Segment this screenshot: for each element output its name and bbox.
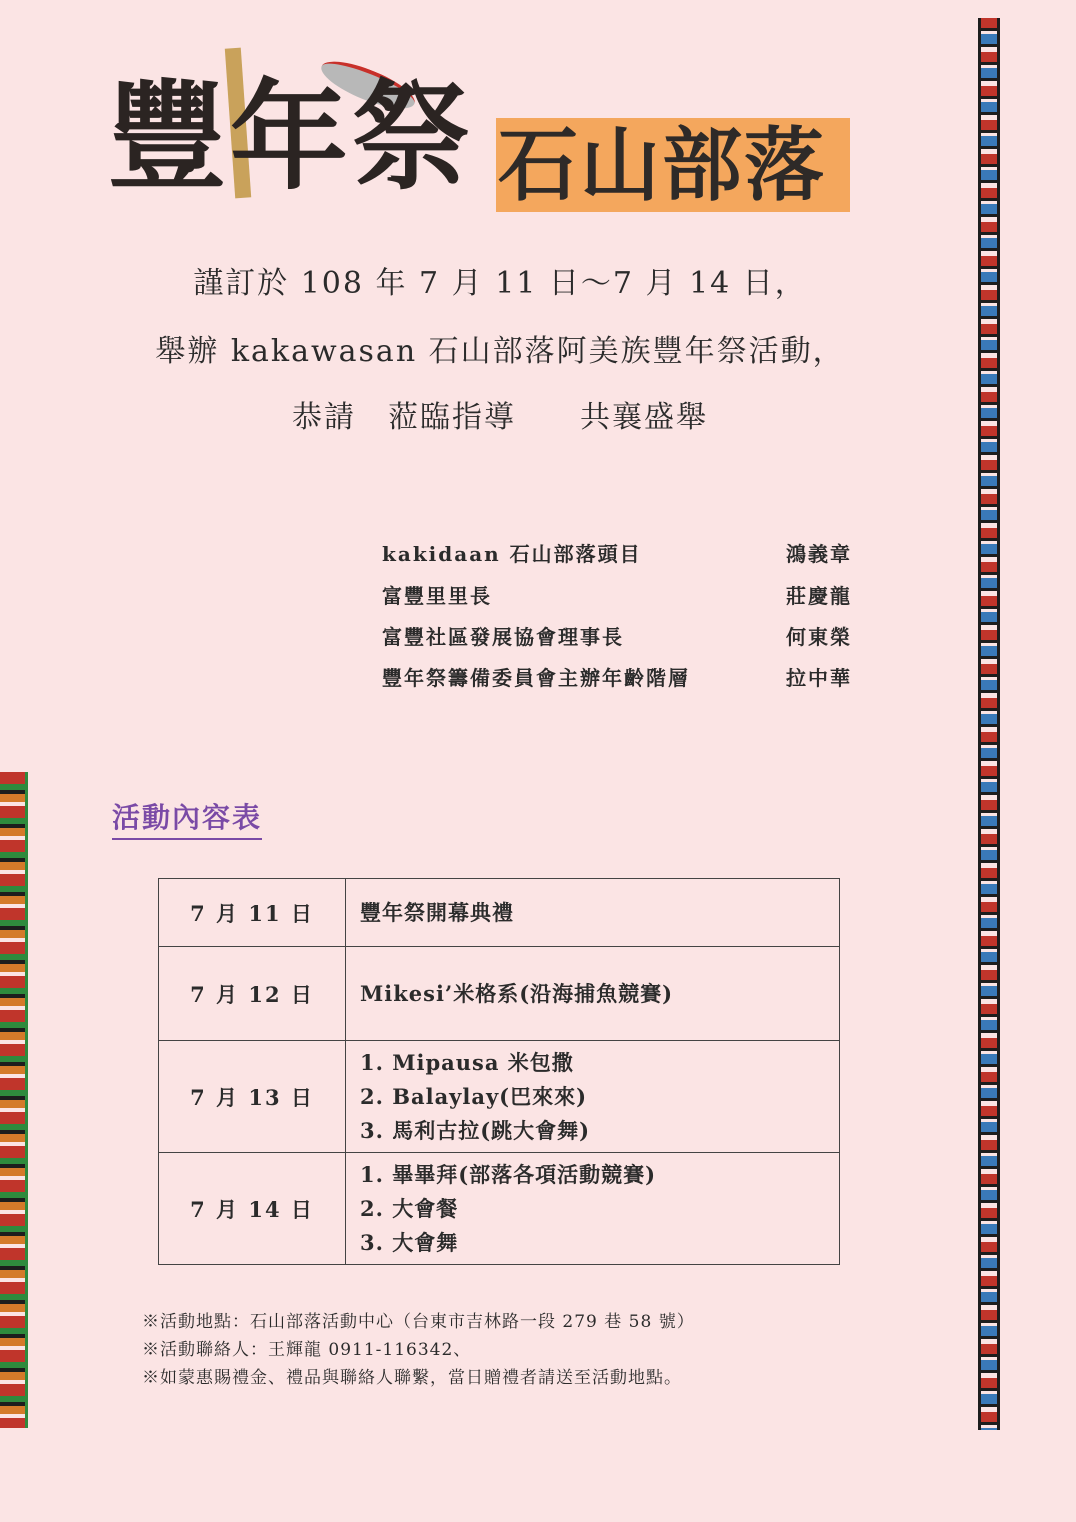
organizer-name: 莊慶龍 xyxy=(786,584,852,608)
schedule-date: 7 月 14 日 xyxy=(159,1153,346,1265)
activity-item: 2. 大會餐 xyxy=(360,1195,459,1221)
organizer-name: 鴻義章 xyxy=(786,542,852,566)
intro-invitation-line: 恭請 蒞臨指導 共襄盛舉 xyxy=(292,400,708,435)
festival-logo xyxy=(108,42,868,232)
organizer-title: 富豐里里長 xyxy=(382,584,492,608)
schedule-date: 7 月 12 日 xyxy=(159,947,346,1041)
table-row xyxy=(159,1041,840,1153)
schedule-heading: 活動內容表 xyxy=(112,796,262,840)
schedule-activity xyxy=(346,1153,840,1265)
schedule-activity xyxy=(346,879,840,947)
organizer-name: 何東榮 xyxy=(786,625,852,649)
activity-item: 3. 大會舞 xyxy=(360,1229,459,1255)
tribal-pattern-border-right xyxy=(978,18,1000,1430)
note-gifts: ※如蒙惠賜禮金、禮品與聯絡人聯繫，當日贈禮者請送至活動地點。 xyxy=(142,1368,682,1388)
organizer-row xyxy=(382,621,852,657)
activity-item: Mikesi’米格系(沿海捕魚競賽) xyxy=(360,980,674,1006)
logo-title: 豐年祭 xyxy=(108,67,475,206)
schedule-activity xyxy=(346,1041,840,1153)
schedule-date: 7 月 11 日 xyxy=(159,879,346,947)
activity-item: 豐年祭開幕典禮 xyxy=(360,899,514,925)
schedule-date: 7 月 13 日 xyxy=(159,1041,346,1153)
note-contact: ※活動聯絡人：王輝龍 0911-116342、 xyxy=(142,1340,472,1360)
intro-date-line: 謹訂於 108 年 7 月 11 日～7 月 14 日， xyxy=(193,266,807,301)
activity-item: 1. 畢畢拜(部落各項活動競賽) xyxy=(360,1161,657,1187)
organizer-row xyxy=(382,538,852,574)
activity-item: 2. Balaylay(巴來來) xyxy=(360,1083,588,1109)
table-row xyxy=(159,879,840,947)
tribe-name-title: 石山部落 xyxy=(498,119,826,212)
intro-event-line: 舉辦 kakawasan 石山部落阿美族豐年祭活動， xyxy=(155,334,845,369)
notes-section xyxy=(142,1308,695,1392)
organizer-row xyxy=(382,580,852,616)
organizer-row xyxy=(382,662,852,698)
organizer-title: 富豐社區發展協會理事長 xyxy=(382,625,624,649)
organizer-name: 拉中華 xyxy=(786,666,852,690)
activity-item: 3. 馬利古拉(跳大會舞) xyxy=(360,1117,591,1143)
tribal-pattern-border-left xyxy=(0,772,28,1428)
organizer-title: 豐年祭籌備委員會主辦年齡階層 xyxy=(382,666,690,690)
schedule-table xyxy=(158,878,840,1265)
table-row xyxy=(159,947,840,1041)
activity-item: 1. Mipausa 米包撒 xyxy=(360,1049,574,1075)
table-row xyxy=(159,1153,840,1265)
note-location: ※活動地點：石山部落活動中心（台東市吉林路一段 279 巷 58 號） xyxy=(142,1312,695,1332)
organizer-title: kakidaan 石山部落頭目 xyxy=(382,542,642,566)
schedule-activity xyxy=(346,947,840,1041)
